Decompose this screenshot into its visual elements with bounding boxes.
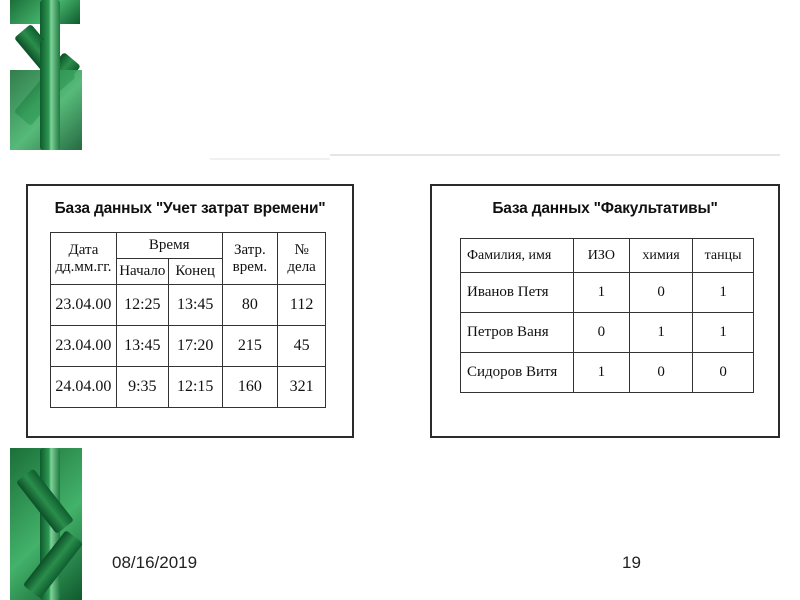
table-cell: 45 — [278, 326, 326, 367]
table-cell: 321 — [278, 367, 326, 408]
table-header-row — [51, 233, 326, 259]
header-chemistry: химия — [630, 239, 693, 273]
table-cell: 0 — [693, 353, 754, 393]
table-title: База данных "Учет затрат времени" — [54, 200, 326, 217]
table-cell: 1 — [573, 273, 629, 313]
time-tracking-table — [50, 232, 326, 408]
table-cell: Иванов Петя — [461, 273, 574, 313]
table-header-row — [461, 239, 754, 273]
header-end: Конец — [168, 259, 222, 285]
table-row — [461, 353, 754, 393]
table-cell: 1 — [693, 273, 754, 313]
table-row — [461, 313, 754, 353]
table-cell: 23.04.00 — [51, 285, 117, 326]
table-cell: 0 — [630, 273, 693, 313]
table-cell: 13:45 — [168, 285, 222, 326]
table-cell: Сидоров Витя — [461, 353, 574, 393]
decorative-bars-bottom — [0, 448, 86, 600]
table-title: База данных "Факультативы" — [492, 200, 718, 217]
table-cell: 1 — [630, 313, 693, 353]
scan-edge-line — [330, 154, 780, 156]
table-row — [461, 273, 754, 313]
table-cell: 112 — [278, 285, 326, 326]
header-case-number — [278, 233, 326, 285]
table-row — [51, 326, 326, 367]
table-cell: 215 — [222, 326, 278, 367]
header-art: ИЗО — [573, 239, 629, 273]
header-name: Фамилия, имя — [461, 239, 574, 273]
table-cell: 17:20 — [168, 326, 222, 367]
decorative-bars-top — [0, 0, 86, 150]
table-cell: 9:35 — [116, 367, 168, 408]
header-text: врем. — [232, 258, 268, 275]
table-cell: 1 — [573, 353, 629, 393]
header-time: Время — [116, 233, 222, 259]
header-text: Дата — [68, 241, 99, 258]
header-text: № — [294, 241, 309, 258]
table-cell: 1 — [693, 313, 754, 353]
table-cell: 12:25 — [116, 285, 168, 326]
decorative-bar — [40, 40, 60, 150]
header-date — [51, 233, 117, 285]
table-cell: 24.04.00 — [51, 367, 117, 408]
header-text: дд.мм.гг. — [55, 258, 112, 275]
table-cell: 80 — [222, 285, 278, 326]
table-cell: 160 — [222, 367, 278, 408]
header-text: дела — [287, 258, 316, 275]
table-cell: 23.04.00 — [51, 326, 117, 367]
table-cell: 0 — [630, 353, 693, 393]
table-cell: 12:15 — [168, 367, 222, 408]
header-spent — [222, 233, 278, 285]
table-row — [51, 367, 326, 408]
slide-date: 08/16/2019 — [112, 553, 198, 572]
slide-page-number: 19 — [622, 553, 641, 572]
time-tracking-database-panel — [26, 184, 354, 438]
table-cell: 0 — [573, 313, 629, 353]
electives-table — [460, 238, 754, 393]
table-cell: 13:45 — [116, 326, 168, 367]
table-cell: Петров Ваня — [461, 313, 574, 353]
header-text: Затр. — [234, 241, 266, 258]
table-row — [51, 285, 326, 326]
electives-database-panel — [430, 184, 780, 438]
header-dance: танцы — [693, 239, 754, 273]
scan-edge-line — [210, 158, 330, 160]
header-start: Начало — [116, 259, 168, 285]
